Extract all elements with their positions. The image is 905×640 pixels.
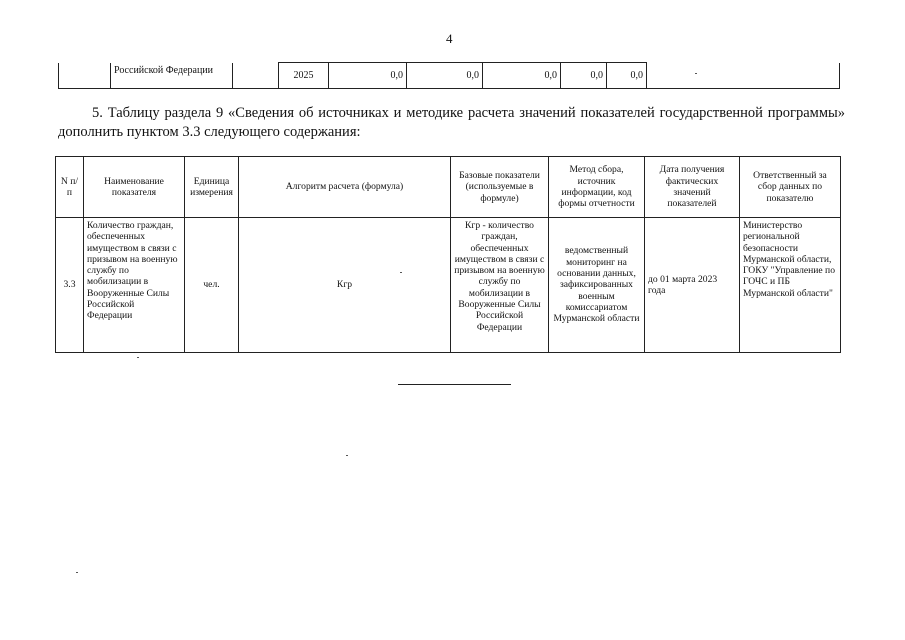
previous-table-fragment [58, 62, 840, 89]
column-header: Единица измерения [185, 157, 239, 218]
column-header: Метод сбора, источник информации, код формы отчетности [549, 157, 645, 218]
table-header-row [56, 157, 841, 218]
column-header: Ответственный за сбор данных по показателю [740, 157, 841, 218]
value-cell: 0,0 [407, 63, 483, 89]
value-cell: 0,0 [561, 63, 607, 89]
scan-speck [76, 572, 78, 573]
end-divider [398, 384, 511, 385]
year-cell: 2025 [279, 63, 329, 89]
column-header: Базовые показатели (используемые в формуле) [451, 157, 549, 218]
responsible: Министерство региональной безопасности Мурманской области, ГОКУ "Управление по ГОЧС и ПБ Мурманской области" [740, 218, 841, 353]
column-header: Наименование показателя [84, 157, 185, 218]
column-header: Дата получения фактических значений показателей [645, 157, 740, 218]
date-received: до 01 марта 2023 года [645, 218, 740, 353]
table-cell [647, 63, 840, 89]
value-cell: 0,0 [329, 63, 407, 89]
indicator-name: Количество граждан, обеспеченных имуществом в связи с призывом на военную службу по мобилизации в Вооруженные Силы Российской Федерации [84, 218, 185, 353]
row-number: 3.3 [56, 218, 84, 353]
unit: чел. [185, 218, 239, 353]
table-cell [233, 63, 279, 89]
value-cell: 0,0 [607, 63, 647, 89]
scan-speck [346, 455, 348, 456]
scan-speck [695, 73, 697, 74]
table-row [56, 218, 841, 353]
paragraph-text: 5. Таблицу раздела 9 «Сведения об источниках и методике расчета значений показателей государственной программы» дополнить пунктом 3.3 следующего содержания: [58, 105, 845, 140]
base-indicators: Кгр - количество граждан, обеспеченных имуществом в связи с призывом на военную службу по мобилизации в Вооруженные Силы Российской Федерации [451, 218, 549, 353]
indicator-name-cell: Российской Федерации [111, 63, 233, 89]
column-header: Алгоритм расчета (формула) [239, 157, 451, 218]
scan-speck [137, 357, 139, 358]
amendment-paragraph [58, 104, 845, 142]
page-number: 4 [446, 31, 453, 46]
column-header: N п/п [56, 157, 84, 218]
scan-speck [400, 272, 402, 273]
table-cell [59, 63, 111, 89]
collection-method: ведомственный мониторинг на основании данных, зафиксированных военным комиссариатом Мурманской области [549, 218, 645, 353]
data-sources-table [55, 156, 841, 353]
value-cell: 0,0 [483, 63, 561, 89]
formula: Кгр [239, 218, 451, 353]
